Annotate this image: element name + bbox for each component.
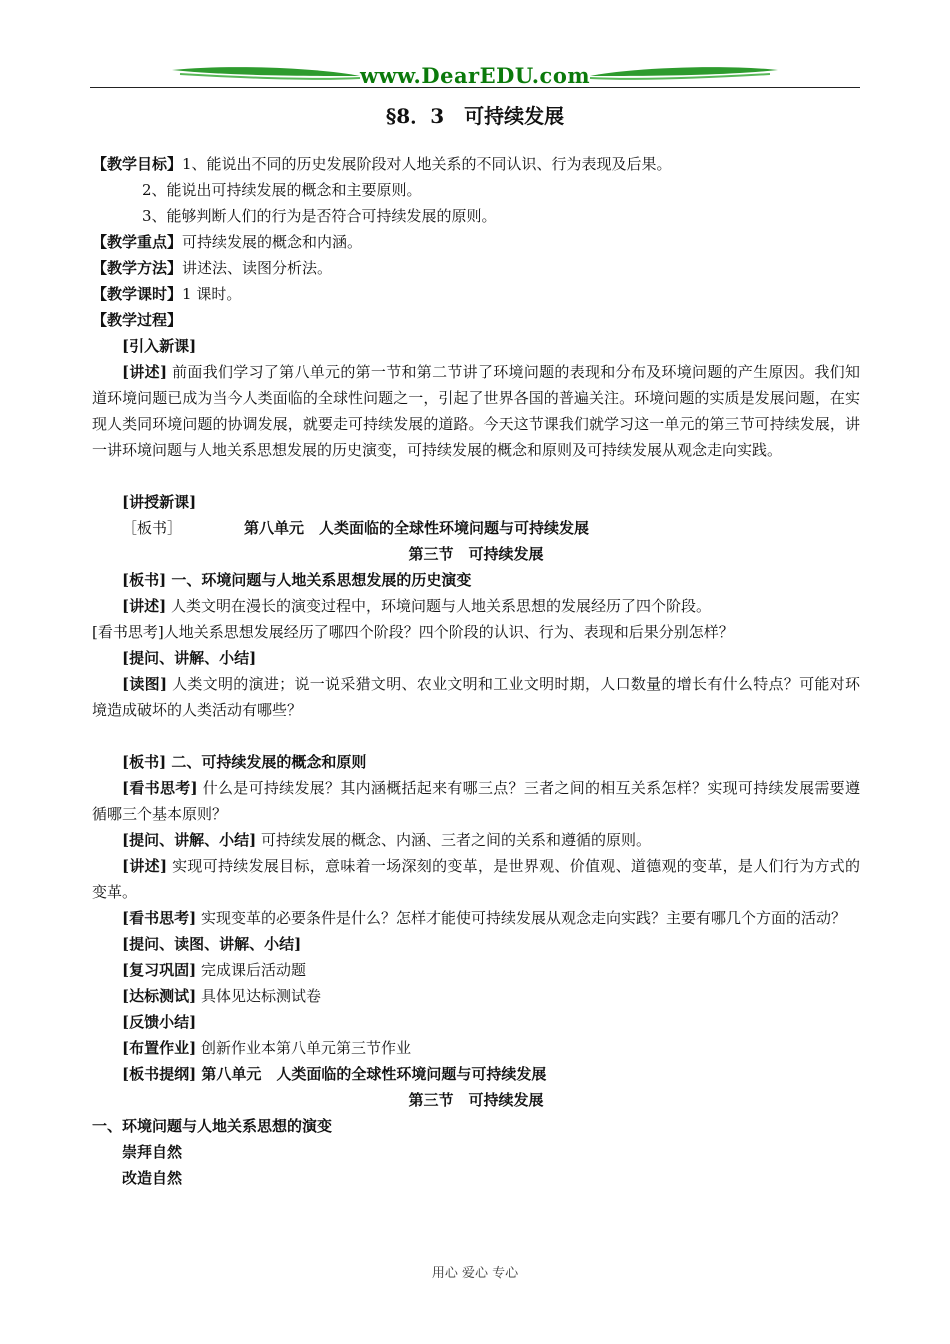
- homework-label: [布置作业]: [122, 1039, 197, 1057]
- board-2: [板书] 二、可持续发展的概念和原则: [122, 753, 367, 771]
- read-text: 人类文明的演进；说一说采猎文明、农业文明和工业文明时期，人口数量的增长有什么特点？可能对环境造成破坏的人类活动有哪些？: [92, 675, 860, 719]
- intro-label: [引入新课]: [122, 337, 197, 355]
- hours-label: 【教学课时】: [92, 285, 183, 303]
- unit-title: 第八单元 人类面临的全球性环境问题与可持续发展: [244, 519, 590, 537]
- focus-label: 【教学重点】: [92, 233, 183, 251]
- header-divider: [90, 87, 860, 88]
- think-2-label: [看书思考]: [122, 779, 198, 797]
- process-label: 【教学过程】: [92, 311, 183, 329]
- outline-item-2: 改造自然: [122, 1169, 183, 1187]
- think-3-paragraph: [92, 905, 860, 931]
- narrate-2-text: 实现可持续发展目标，意味着一场深刻的变革，是世界观、价值观、道德观的变革，是人们行为方式的变革。: [92, 857, 860, 901]
- intro-narrate-label: [讲述]: [122, 363, 168, 381]
- outline-section: 第三节 可持续发展: [408, 1091, 544, 1109]
- page-title: §8．3 可持续发展: [385, 104, 565, 128]
- outline-heading-1: 一、环境问题与人地关系思想的演变: [92, 1117, 333, 1135]
- hours-text: 1 课时。: [182, 285, 242, 303]
- page-footer: 用心 爱心 专心: [431, 1266, 519, 1281]
- intro-narrate-text: 前面我们学习了第八单元的第一节和第二节讲了环境问题的表现和分布及环境问题的产生原因。我们知道环境问题已成为当今人类面临的全球性问题之一，引起了世界各国的普遍关注。环境问题的实质是发展问题，在实现人类同环境问题的协调发展，就要走可持续发展的道路。今天这节课我们就学习这一单元的第三节可持续发展，讲一讲环境问题与人地关系思想发展的历史演变，可持续发展的概念和原则及可持续发展从观念走向实践。: [92, 363, 860, 459]
- test-label: [达标测试]: [122, 987, 197, 1005]
- read-paragraph: [92, 671, 860, 723]
- ask-2-line: [92, 827, 860, 853]
- ask-3: [提问、读图、讲解、小结]: [122, 935, 302, 953]
- objectives-label: 【教学目标】: [92, 155, 183, 173]
- think-1: [看书思考]人地关系思想发展经历了哪四个阶段？四个阶段的认识、行为、表现和后果分别怎样？: [92, 623, 734, 641]
- spacer: [92, 463, 860, 489]
- objective-1: 1、能说出不同的历史发展阶段对人地关系的不同认识、行为表现及后果。: [182, 155, 672, 173]
- review-text: 完成课后活动题: [200, 961, 306, 979]
- focus-text: 可持续发展的概念和内涵。: [182, 233, 363, 251]
- think-3-label: [看书思考]: [122, 909, 197, 927]
- narrate-2-paragraph: [92, 853, 860, 905]
- method-text: 讲述法、读图分析法。: [182, 259, 333, 277]
- board-1: [板书] 一、环境问题与人地关系思想发展的历史演变: [122, 571, 472, 589]
- test-text: 具体见达标测试卷: [200, 987, 321, 1005]
- board-label: ［板书］: [122, 519, 183, 537]
- focus-line: [92, 229, 860, 255]
- objective-2: 2、能说出可持续发展的概念和主要原则。: [142, 181, 422, 199]
- test-line: [92, 983, 860, 1009]
- logo-text: www.DearEDU.com: [359, 63, 591, 88]
- narrate-1-label: [讲述]: [122, 597, 167, 615]
- header-logo: [170, 62, 780, 88]
- document-body: [92, 151, 860, 1191]
- lecture-label: [讲授新课]: [122, 493, 197, 511]
- objectives-line: [92, 151, 860, 177]
- intro-paragraph: [92, 359, 860, 463]
- think-2-text: 什么是可持续发展？其内涵概括起来有哪三点？三者之间的相互关系怎样？实现可持续发展需要遵循哪三个基本原则？: [92, 779, 860, 823]
- narrate-1-line: [92, 593, 860, 619]
- board-unit-line: [92, 515, 860, 541]
- read-label: [读图]: [122, 675, 168, 693]
- homework-text: 创新作业本第八单元第三节作业: [200, 1039, 411, 1057]
- review-line: [92, 957, 860, 983]
- method-label: 【教学方法】: [92, 259, 183, 277]
- think-2-paragraph: [92, 775, 860, 827]
- ask-2-label: [提问、讲解、小结]: [122, 831, 257, 849]
- spacer: [92, 723, 860, 749]
- feedback-label: [反馈小结]: [122, 1013, 197, 1031]
- narrate-1-text: 人类文明在漫长的演变过程中，环境问题与人地关系思想的发展经历了四个阶段。: [170, 597, 711, 615]
- homework-line: [92, 1035, 860, 1061]
- objective-3: 3、能够判断人们的行为是否符合可持续发展的原则。: [142, 207, 497, 225]
- hours-line: [92, 281, 860, 307]
- narrate-2-label: [讲述]: [122, 857, 168, 875]
- outline-title: [板书提纲] 第八单元 人类面临的全球性环境问题与可持续发展: [122, 1065, 547, 1083]
- review-label: [复习巩固]: [122, 961, 197, 979]
- section-title: 第三节 可持续发展: [408, 545, 544, 563]
- outline-item-1: 崇拜自然: [122, 1143, 183, 1161]
- method-line: [92, 255, 860, 281]
- ask-2-text: 可持续发展的概念、内涵、三者之间的关系和遵循的原则。: [260, 831, 651, 849]
- ask-1: [提问、讲解、小结]: [122, 649, 257, 667]
- think-3-text: 实现变革的必要条件是什么？怎样才能使可持续发展从观念走向实践？主要有哪几个方面的活动？: [200, 909, 846, 927]
